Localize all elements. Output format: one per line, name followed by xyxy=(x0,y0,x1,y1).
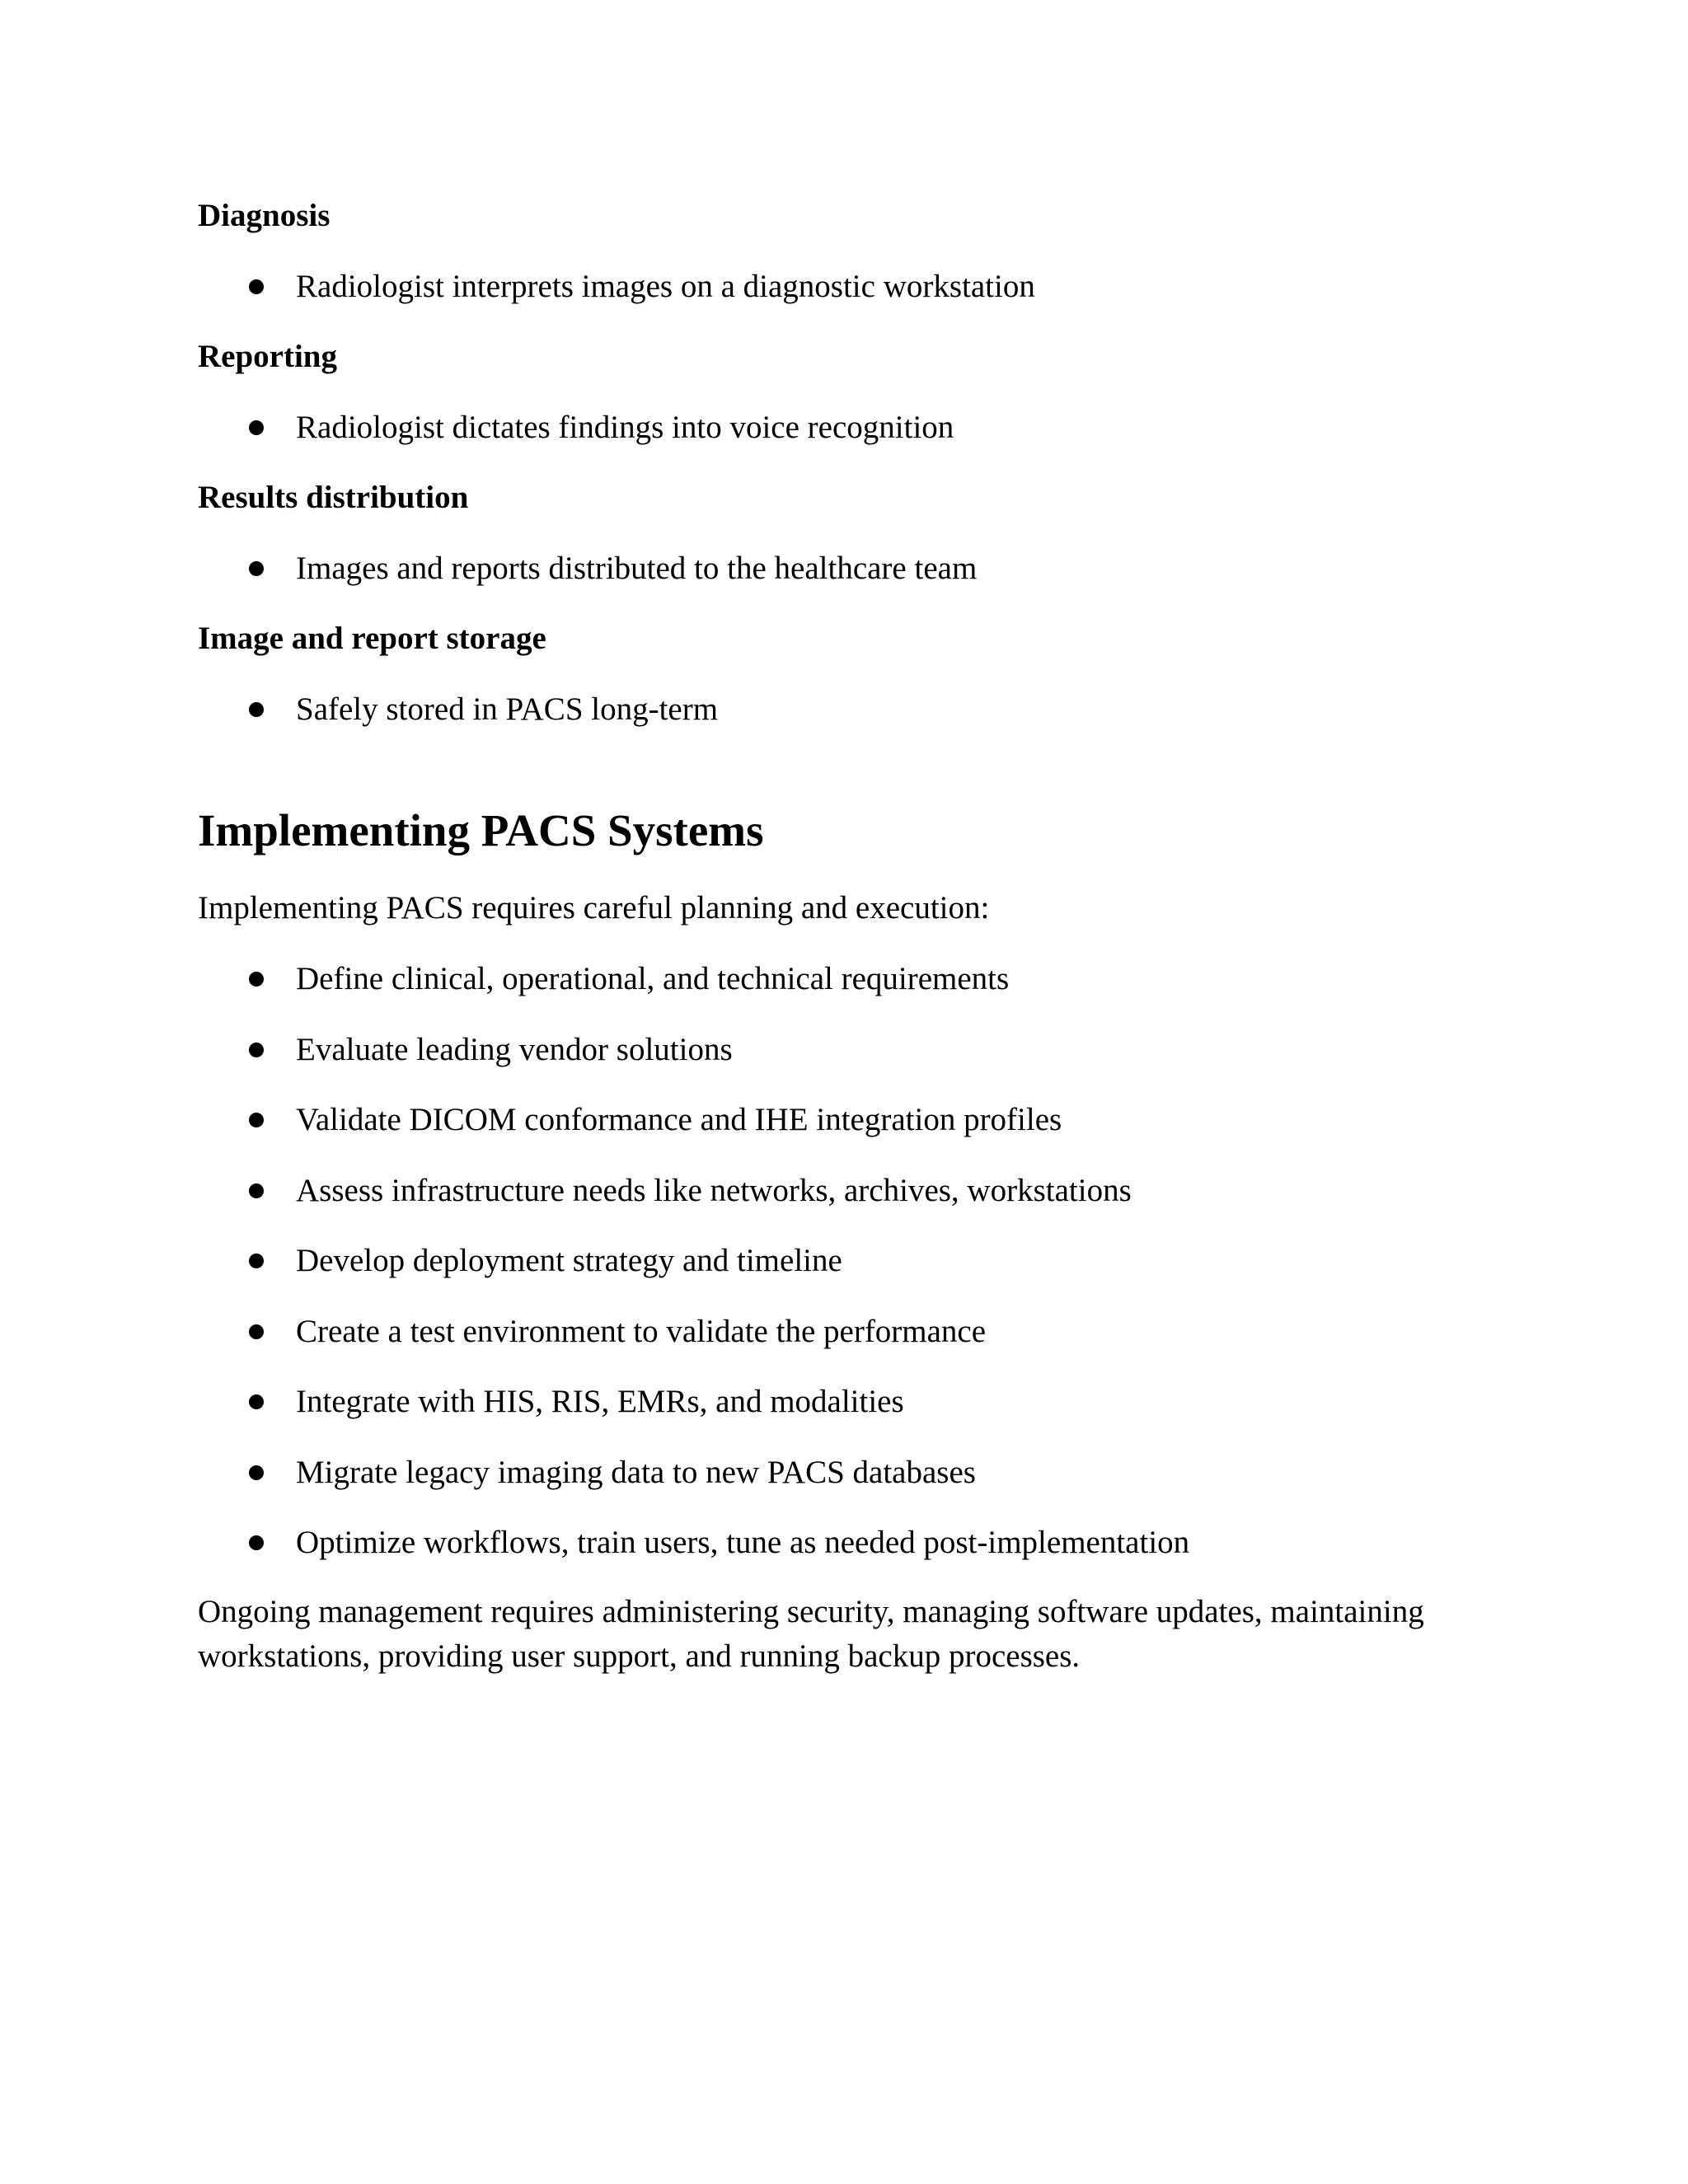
bullet-text: Radiologist interprets images on a diagnostic workstation xyxy=(296,269,1035,304)
bullet-icon xyxy=(249,972,264,987)
bullet-icon xyxy=(249,420,264,435)
step-heading-results-distribution: Results distribution xyxy=(198,480,469,515)
bullet-text: Define clinical, operational, and technical requirements xyxy=(296,961,1010,996)
step-heading-reporting: Reporting xyxy=(198,339,337,374)
bullet-icon xyxy=(249,1113,264,1127)
bullet-text: Integrate with HIS, RIS, EMRs, and modalities xyxy=(296,1384,904,1419)
bullet-text: Radiologist dictates findings into voice recognition xyxy=(296,410,954,445)
bullet-icon xyxy=(249,1043,264,1057)
bullet-text: Validate DICOM conformance and IHE integration profiles xyxy=(296,1102,1062,1137)
bullet-icon xyxy=(249,1465,264,1480)
bullet-icon xyxy=(249,1535,264,1550)
bullet-text: Evaluate leading vendor solutions xyxy=(296,1032,733,1067)
bullet-icon xyxy=(249,702,264,717)
bullet-text: Optimize workflows, train users, tune as needed post-implementation xyxy=(296,1525,1190,1560)
bullet-text: Develop deployment strategy and timeline xyxy=(296,1243,842,1278)
bullet-text: Migrate legacy imaging data to new PACS databases xyxy=(296,1455,976,1490)
closing-paragraph: Ongoing management requires administering security, managing software updates, maintaining workstations, providing user support, and running backup processes. xyxy=(198,1594,1424,1674)
bullet-text: Assess infrastructure needs like networks, archives, workstations xyxy=(296,1173,1132,1208)
bullet-text: Images and reports distributed to the healthcare team xyxy=(296,551,978,586)
bullet-icon xyxy=(249,279,264,294)
bullet-text: Create a test environment to validate the performance xyxy=(296,1314,987,1349)
section-intro: Implementing PACS requires careful planning and execution: xyxy=(198,890,990,926)
bullet-icon xyxy=(249,1183,264,1198)
step-heading-image-report-storage: Image and report storage xyxy=(198,621,546,656)
step-heading-diagnosis: Diagnosis xyxy=(198,198,331,233)
section-title: Implementing PACS Systems xyxy=(198,805,764,855)
bullet-icon xyxy=(249,1324,264,1339)
bullet-icon xyxy=(249,561,264,576)
bullet-icon xyxy=(249,1254,264,1268)
bullet-icon xyxy=(249,1394,264,1409)
bullet-text: Safely stored in PACS long-term xyxy=(296,691,719,727)
